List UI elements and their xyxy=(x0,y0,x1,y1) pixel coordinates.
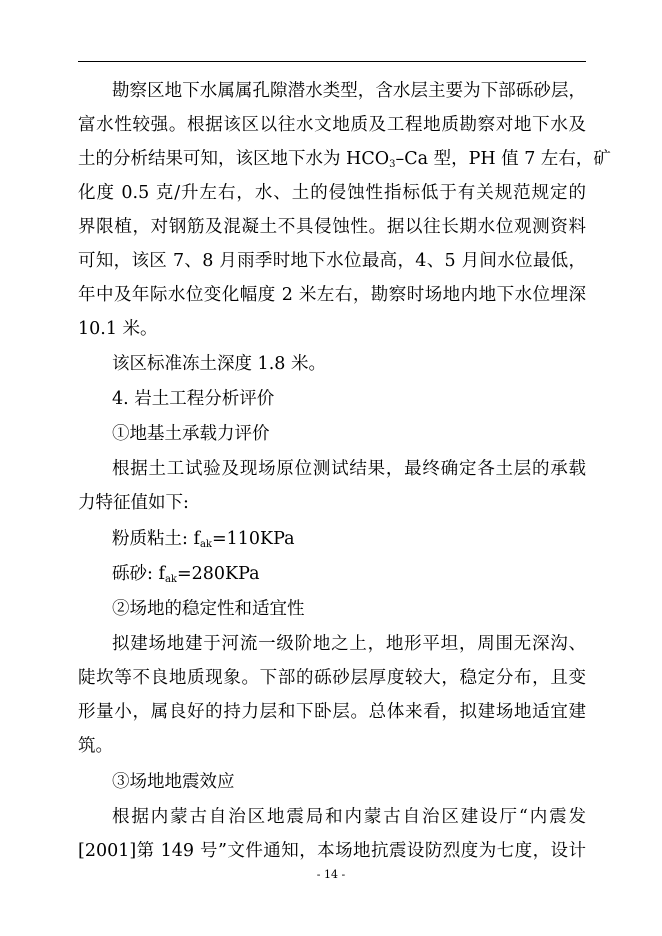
paragraph-line: 筑。 xyxy=(78,736,113,756)
bearing-capacity-gravel-sand xyxy=(112,561,586,587)
section-heading: 4. 岩土工程分析评价 xyxy=(112,389,275,409)
subscript: ak xyxy=(199,539,212,550)
paragraph-line: 富水性较强。根据该区以往水文地质及工程地质勘察对地下水及 xyxy=(78,115,586,135)
paragraph-line: 陡坎等不良地质现象。下部的砾砂层厚度较大，稳定分布，且变 xyxy=(78,668,586,688)
paragraph-line: 年中及年际水位变化幅度 2 米左右，勘察时场地内地下水位埋深 xyxy=(78,285,586,305)
paragraph-line: 该区标准冻土深度 1.8 米。 xyxy=(112,354,326,374)
header-rule xyxy=(78,61,586,62)
subsection-heading: ③场地地震效应 xyxy=(112,772,235,792)
paragraph-line: 10.1 米。 xyxy=(78,319,158,339)
paragraph-line: [2001]第 149 号”文件通知，本场地抗震设防烈度为七度，设计 xyxy=(78,841,586,861)
paragraph-line: 根据内蒙古自治区地震局和内蒙古自治区建设厅“内震发 xyxy=(112,807,586,827)
subsection-heading: ①地基土承载力评价 xyxy=(112,424,270,444)
text-run: –Ca 型，PH 值 7 左右，矿 xyxy=(395,149,611,169)
text-run: =110KPa xyxy=(211,529,295,549)
bearing-capacity-silty-clay xyxy=(112,526,586,552)
page-number: - 14 - xyxy=(316,868,346,881)
paragraph-line: 勘察区地下水属属孔隙潜水类型，含水层主要为下部砾砂层， xyxy=(112,81,586,101)
text-run: =280KPa xyxy=(176,564,260,584)
paragraph-line xyxy=(78,146,611,172)
subsection-heading: ②场地的稳定性和适宜性 xyxy=(112,599,305,619)
paragraph-line: 化度 0.5 克/升左右，水、土的侵蚀性指标低于有关规范规定的 xyxy=(78,183,586,203)
paragraph-line: 根据土工试验及现场原位测试结果，最终确定各土层的承载 xyxy=(112,459,586,479)
text-run: 土的分析结果可知，该区地下水为 HCO xyxy=(78,149,390,169)
paragraph-line: 界限植，对钢筋及混凝土不具侵蚀性。据以往长期水位观测资料 xyxy=(78,217,586,237)
text-run: 砾砂: f xyxy=(112,564,165,584)
subscript: ak xyxy=(164,574,177,585)
paragraph-line: 力特征值如下: xyxy=(78,493,189,513)
subscript: 3 xyxy=(389,159,396,170)
paragraph-line: 形量小，属良好的持力层和下卧层。总体来看，拟建场地适宜建 xyxy=(78,702,586,722)
paragraph-line: 拟建场地建于河流一级阶地之上，地形平坦，周围无深沟、 xyxy=(112,634,586,654)
paragraph-line: 可知，该区 7、8 月雨季时地下水位最高，4、5 月间水位最低， xyxy=(78,251,586,271)
text-run: 粉质粘土: f xyxy=(112,529,200,549)
